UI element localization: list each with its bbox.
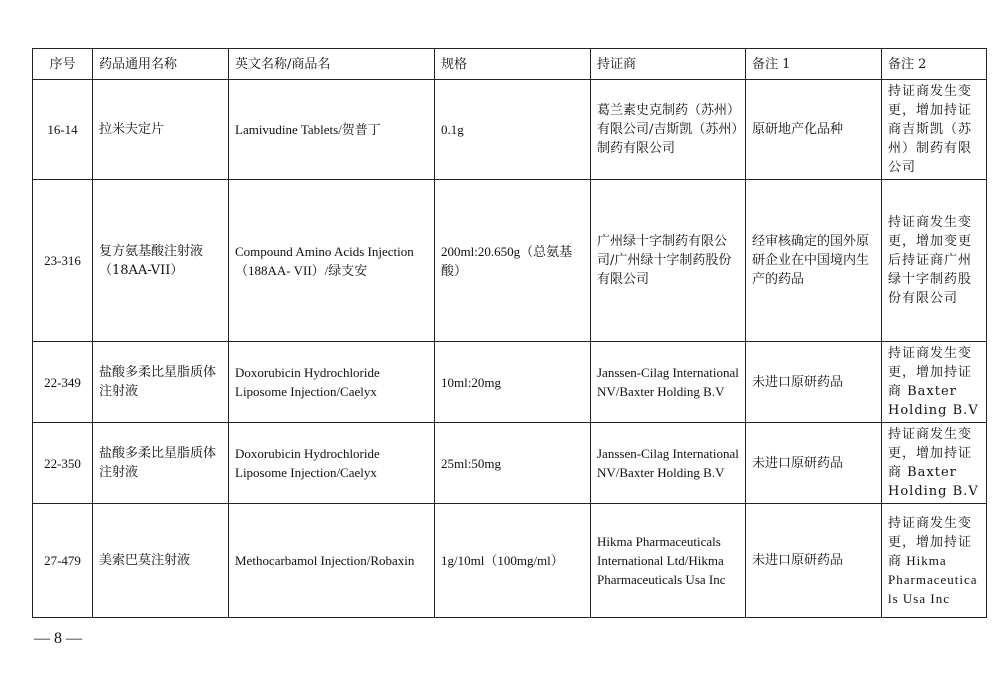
table-row bbox=[33, 423, 987, 504]
cell-note-2: 持证商发生变更，增加持证商吉斯凯（苏州）制药有限公司 bbox=[882, 80, 987, 180]
cell-english-trade-name: Doxorubicin Hydrochloride Liposome Injection/Caelyx bbox=[229, 423, 435, 504]
cell-specification: 0.1g bbox=[435, 80, 591, 180]
cell-note-2: 持证商发生变更，增加持证商 Baxter Holding B.V bbox=[882, 423, 987, 504]
cell-english-trade-name: Methocarbamol Injection/Robaxin bbox=[229, 504, 435, 618]
cell-specification: 200ml:20.650g（总氨基酸） bbox=[435, 180, 591, 342]
cell-license-holder: 葛兰素史克制药（苏州）有限公司/吉斯凯（苏州）制药有限公司 bbox=[591, 80, 746, 180]
header-note-2: 备注 2 bbox=[882, 49, 987, 80]
cell-english-trade-name: Compound Amino Acids Injection（188AA- VII）/绿支安 bbox=[229, 180, 435, 342]
cell-specification: 10ml:20mg bbox=[435, 342, 591, 423]
cell-note-1: 未进口原研药品 bbox=[746, 423, 882, 504]
header-generic-name: 药品通用名称 bbox=[93, 49, 229, 80]
cell-generic-name: 复方氨基酸注射液（18AA-VII） bbox=[93, 180, 229, 342]
cell-note-1: 经审核确定的国外原研企业在中国境内生产的药品 bbox=[746, 180, 882, 342]
cell-generic-name: 美索巴莫注射液 bbox=[93, 504, 229, 618]
cell-note-2: 持证商发生变更，增加变更后持证商广州绿十字制药股份有限公司 bbox=[882, 180, 987, 342]
cell-specification: 25ml:50mg bbox=[435, 423, 591, 504]
table-header-row bbox=[33, 49, 987, 80]
cell-serial-number: 22-349 bbox=[33, 342, 93, 423]
drug-list-table bbox=[32, 48, 987, 618]
cell-note-2: 持证商发生变更，增加持证商 Baxter Holding B.V bbox=[882, 342, 987, 423]
table-row bbox=[33, 342, 987, 423]
cell-generic-name: 盐酸多柔比星脂质体注射液 bbox=[93, 423, 229, 504]
header-note-1: 备注 1 bbox=[746, 49, 882, 80]
cell-serial-number: 16-14 bbox=[33, 80, 93, 180]
cell-english-trade-name: Doxorubicin Hydrochloride Liposome Injection/Caelyx bbox=[229, 342, 435, 423]
cell-serial-number: 23-316 bbox=[33, 180, 93, 342]
cell-generic-name: 拉米夫定片 bbox=[93, 80, 229, 180]
header-english-trade-name: 英文名称/商品名 bbox=[229, 49, 435, 80]
header-license-holder: 持证商 bbox=[591, 49, 746, 80]
cell-note-2: 持证商发生变更，增加持证商 Hikma Pharmaceuticals Usa Inc bbox=[882, 504, 987, 618]
table-row bbox=[33, 180, 987, 342]
cell-specification: 1g/10ml（100mg/ml） bbox=[435, 504, 591, 618]
page-number: — 8 — bbox=[34, 630, 82, 647]
cell-license-holder: Janssen-Cilag International NV/Baxter Holding B.V bbox=[591, 423, 746, 504]
cell-license-holder: Janssen-Cilag International NV/Baxter Holding B.V bbox=[591, 342, 746, 423]
header-serial-number: 序号 bbox=[33, 49, 93, 80]
cell-license-holder: 广州绿十字制药有限公司/广州绿十字制药股份有限公司 bbox=[591, 180, 746, 342]
cell-note-1: 未进口原研药品 bbox=[746, 342, 882, 423]
cell-english-trade-name: Lamivudine Tablets/贺普丁 bbox=[229, 80, 435, 180]
table-row bbox=[33, 80, 987, 180]
cell-generic-name: 盐酸多柔比星脂质体注射液 bbox=[93, 342, 229, 423]
cell-license-holder: Hikma Pharmaceuticals International Ltd/Hikma Pharmaceuticals Usa Inc bbox=[591, 504, 746, 618]
header-specification: 规格 bbox=[435, 49, 591, 80]
cell-serial-number: 22-350 bbox=[33, 423, 93, 504]
cell-serial-number: 27-479 bbox=[33, 504, 93, 618]
table-row bbox=[33, 504, 987, 618]
cell-note-1: 原研地产化品种 bbox=[746, 80, 882, 180]
cell-note-1: 未进口原研药品 bbox=[746, 504, 882, 618]
